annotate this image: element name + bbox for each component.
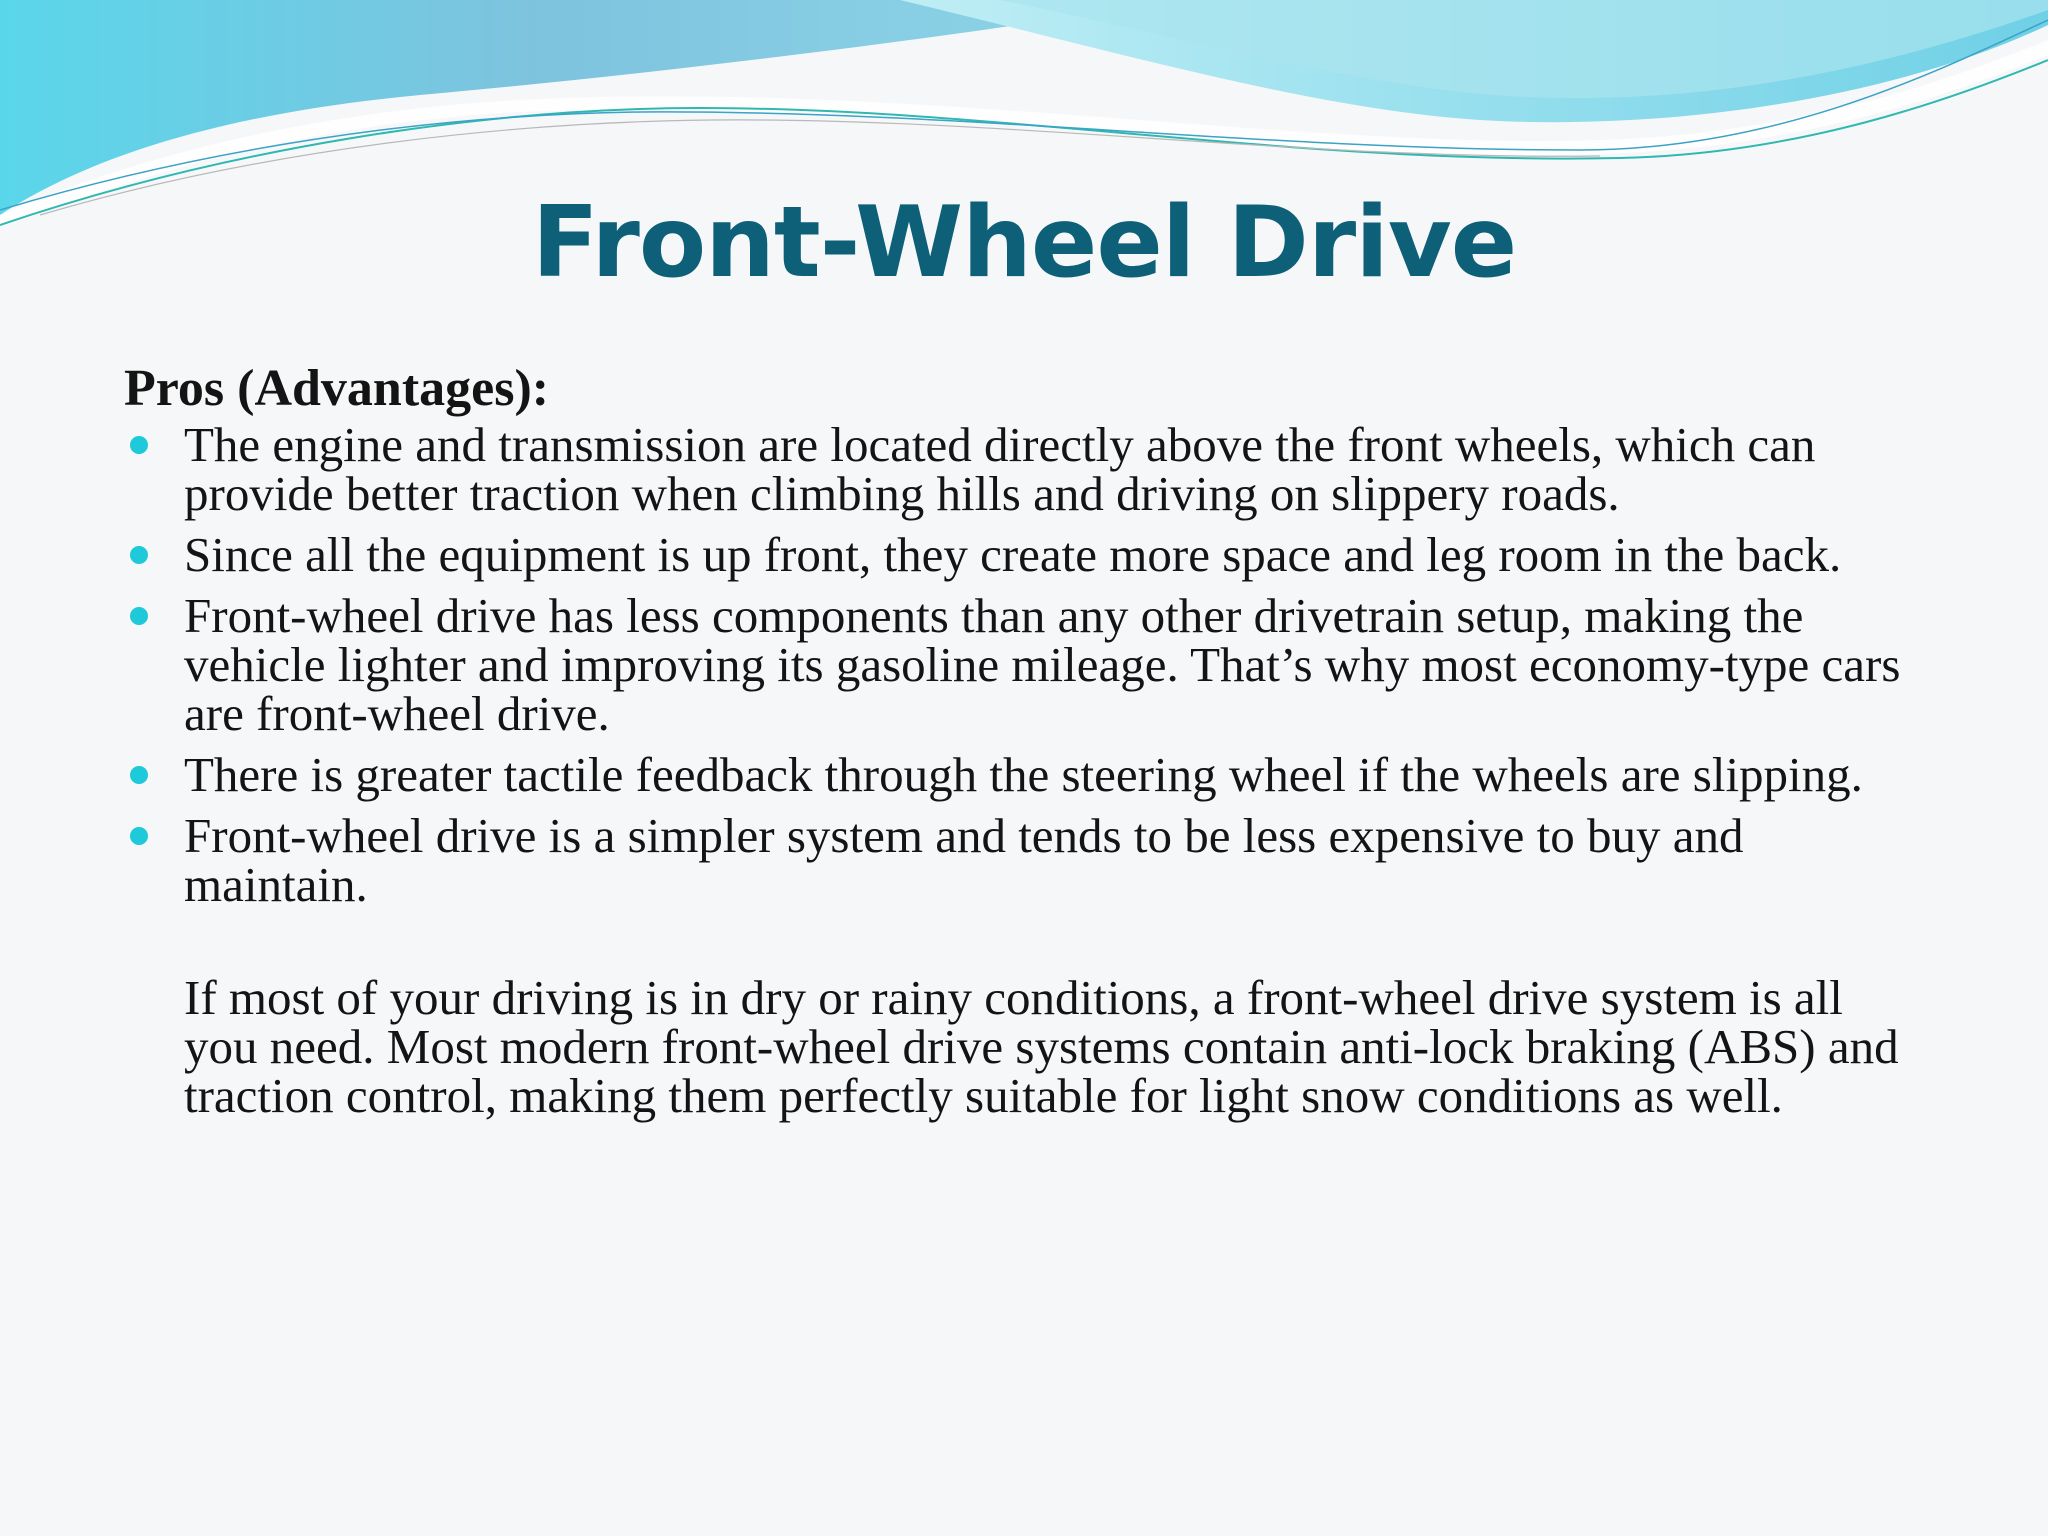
list-item (124, 588, 1924, 741)
list-item (124, 417, 1924, 521)
closing-paragraph: If most of your driving is in dry or rainy conditions, a front-wheel drive system is all you need. Most modern front-wheel drive systems contain anti-lock braking (ABS) and traction control, making them perfectly suitable for light snow conditions as well. (184, 970, 1899, 1123)
list-item (124, 747, 1924, 802)
bullet-icon (130, 607, 148, 625)
bullet-text: There is greater tactile feedback through the steering wheel if the wheels are slipping. (184, 747, 1863, 802)
section-heading: Pros (Advantages): (124, 360, 550, 417)
bullet-text: Front-wheel drive is a simpler system and tends to be less expensive to buy and maintain. (184, 808, 1744, 912)
bullet-icon (130, 436, 148, 454)
list-item (124, 808, 1924, 912)
list-item (124, 527, 1924, 582)
bullet-icon (130, 827, 148, 845)
bullet-icon (130, 766, 148, 784)
bullet-list (124, 417, 1924, 912)
slide-title: Front-Wheel Drive (531, 186, 1517, 300)
bullet-text: Since all the equipment is up front, they create more space and leg room in the back. (184, 527, 1842, 582)
bullet-icon (130, 546, 148, 564)
slide-body (124, 360, 1924, 1169)
bullet-text: Front-wheel drive has less components than any other drivetrain setup, making the vehicle lighter and improving its gasoline mileage. That’s why most economy-type cars are front-wheel drive. (184, 588, 1901, 741)
bullet-text: The engine and transmission are located directly above the front wheels, which can provide better traction when climbing hills and driving on slippery roads. (184, 417, 1816, 521)
